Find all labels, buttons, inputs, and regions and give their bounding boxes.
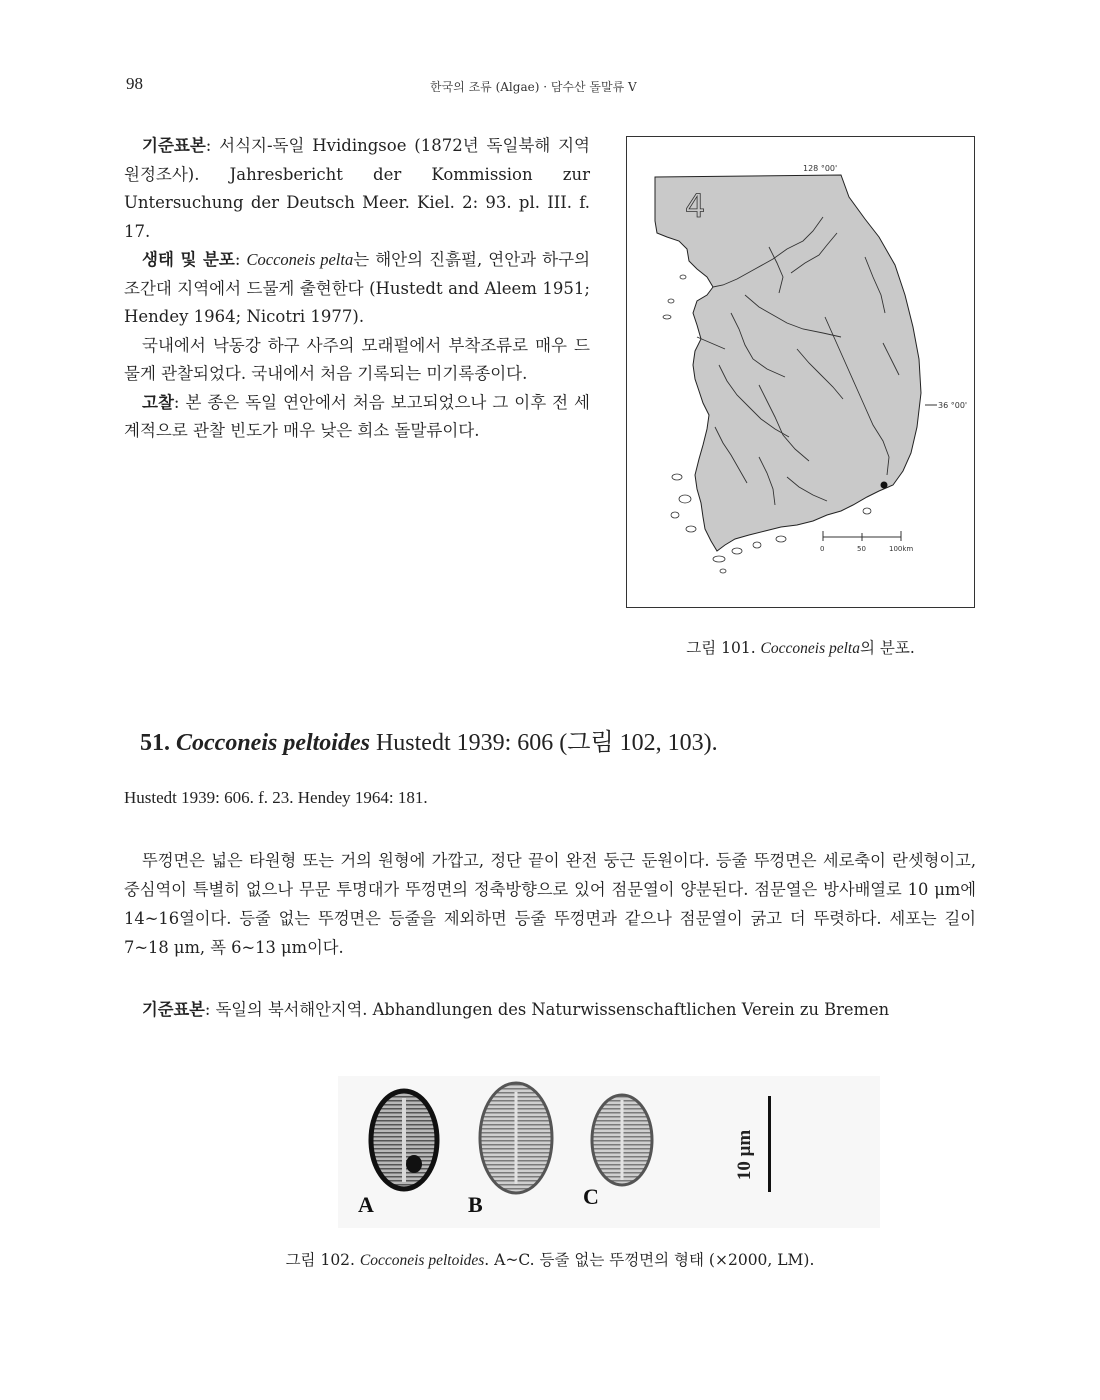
map-id: 4 (685, 187, 706, 225)
ecology-species: Cocconeis pelta (246, 250, 354, 269)
section-number: 51. (140, 730, 170, 756)
scale-bar (768, 1096, 771, 1192)
scale-label-100km: 100km (889, 545, 914, 553)
cell-c (592, 1095, 652, 1185)
panel-label-c: C (583, 1184, 599, 1209)
type-label: 기준표본 (142, 1000, 205, 1019)
map-caption-prefix: 그림 101. (686, 639, 761, 657)
figure-caption (240, 1248, 860, 1270)
running-title: 한국의 조류 (Algae) · 담수산 돌말류 V (430, 80, 637, 94)
remarks-paragraph (124, 389, 590, 446)
description-paragraph: 뚜껑면은 넓은 타원형 또는 거의 원형에 가깝고, 정단 끝이 완전 둥근 둔원이다. 등줄 뚜껑면은 세로축이 란셋형이고, 중심역이 특별히 없으나 무문 투명대가 뚜껑면의 정축방향으로 있어 점문열이 양분된다. 점문열은 방사배열로 10 μm에 14~16열이다. 등줄 없는 뚜껑면은 등줄을 제외하면 등줄 뚜껑면과 같으나 점문열이 굵고 더 뚜렷하다. 세포는 길이 7~18 μm, 폭 6~13 μm이다. (124, 851, 976, 957)
type-specimen-text: : 서식지-독일 Hvidingsoe (1872년 독일북해 지역 원정조사). Jahresbericht der Kommission zur Untersuchung der Deutsch Meer. Kiel. 2: 93. pl. III. f. 17. (124, 136, 590, 241)
cell-b (480, 1083, 552, 1193)
longitude-label: 128 °00' (803, 164, 838, 173)
record-location-dot (881, 482, 888, 489)
map-caption (626, 636, 975, 658)
latitude-label: 36 °00' (938, 401, 968, 410)
figure-caption-species: Cocconeis peltoides (359, 1252, 485, 1269)
figure-caption-suffix: . A~C. 등줄 없는 뚜껑면의 형태 (×2000, LM). (484, 1251, 815, 1269)
korea-peninsula-shape (655, 175, 921, 551)
left-column (124, 132, 590, 446)
map-caption-species: Cocconeis pelta (760, 640, 860, 657)
micrograph-graphic (338, 1076, 880, 1228)
map-caption-suffix: 의 분포. (859, 639, 915, 657)
korea-map-graphic (627, 137, 974, 607)
ecology-colon: : (234, 250, 247, 269)
map-scale-bar (820, 531, 913, 553)
scale-label-text: 10 μm (734, 1129, 756, 1181)
ecology-text: 는 해안의 진흙펄, 연안과 하구의 조간대 지역에서 드물게 출현한다 (Hustedt and Aleem 1951; Hendey 1964; Nicotri 1977). (124, 250, 591, 326)
section-heading (140, 722, 718, 757)
type-specimen-line (124, 996, 976, 1020)
section-authority: Hustedt 1939: 606 (그림 102, 103). (375, 730, 718, 756)
type-text: : 독일의 북서해안지역. Abhandlungen des Naturwissenschaftlichen Verein zu Bremen (204, 1000, 890, 1019)
ecology-label: 생태 및 분포 (142, 250, 235, 269)
cell-a (371, 1091, 437, 1189)
domestic-paragraph: 국내에서 낙동강 하구 사주의 모래펄에서 부착조류로 매우 드물게 관찰되었다. 국내에서 처음 기록되는 미기록종이다. (124, 335, 590, 383)
type-specimen-paragraph (124, 132, 590, 246)
panel-label-a: A (358, 1192, 374, 1217)
remarks-label: 고찰 (142, 392, 174, 412)
type-specimen-label: 기준표본 (142, 136, 206, 155)
scale-label-50: 50 (857, 545, 866, 553)
micrograph-figure (338, 1076, 880, 1228)
section-species: Cocconeis peltoides (176, 730, 370, 756)
distribution-map (626, 136, 975, 608)
remarks-text: : 본 종은 독일 연안에서 처음 보고되었으나 그 이후 전 세계적으로 관찰 빈도가 매우 낮은 희소 돌말류이다. (124, 392, 590, 440)
figure-caption-prefix: 그림 102. (285, 1251, 360, 1269)
panel-label-b: B (468, 1192, 483, 1217)
scale-label-0: 0 (820, 545, 825, 553)
description (124, 846, 976, 962)
scale-label (724, 1114, 784, 1194)
references-line: Hustedt 1939: 606. f. 23. Hendey 1964: 181. (124, 788, 428, 807)
page-number: 98 (126, 74, 143, 93)
ecology-paragraph (124, 246, 590, 332)
